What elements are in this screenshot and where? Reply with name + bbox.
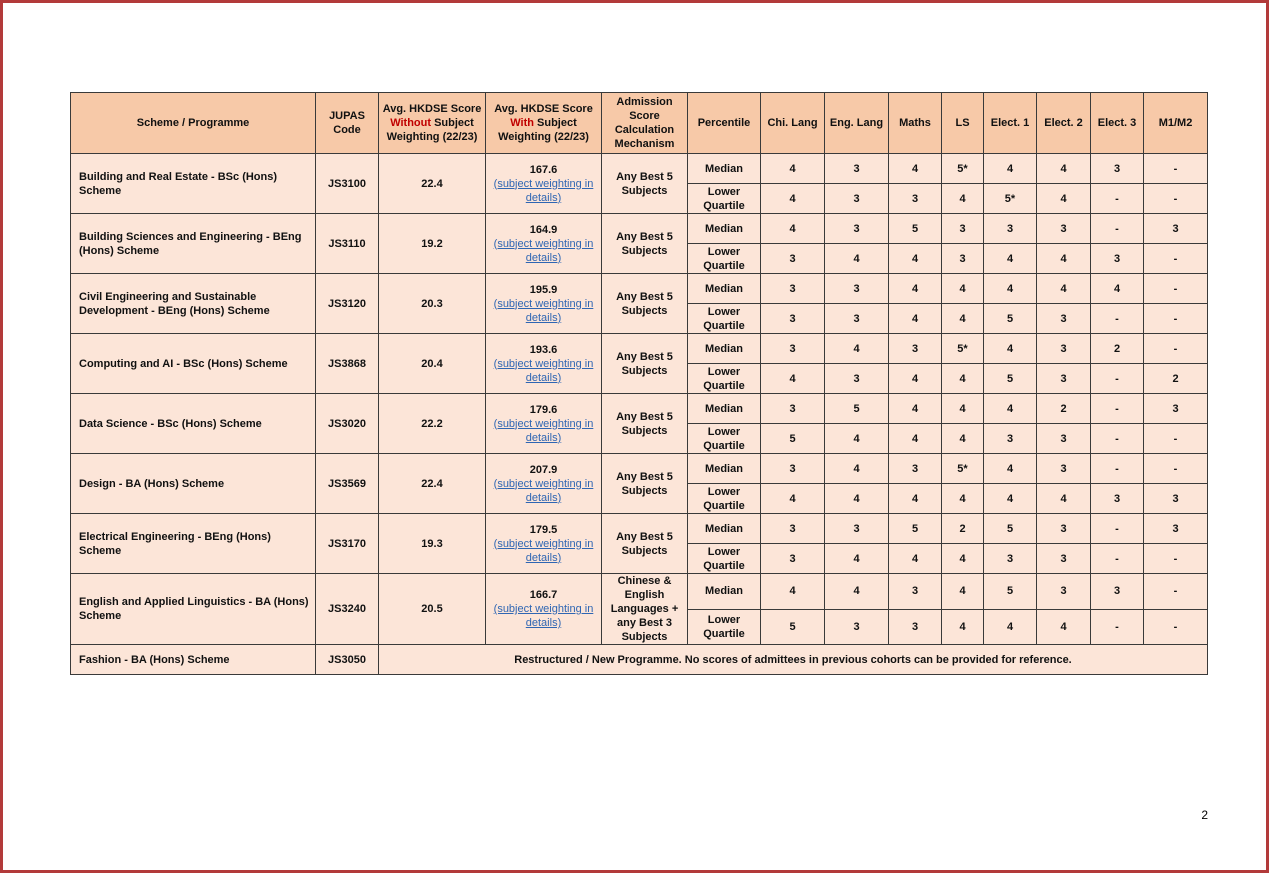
score-maths: 3 [889, 334, 942, 364]
score-m1-m2: - [1144, 244, 1208, 274]
score-m1-m2: 3 [1144, 514, 1208, 544]
score-chi-lang: 4 [761, 484, 825, 514]
score-elect-1: 5 [984, 514, 1037, 544]
score-eng-lang: 3 [825, 609, 889, 645]
avg-score-without: 22.4 [379, 454, 486, 514]
score-eng-lang: 3 [825, 514, 889, 544]
programme-row [71, 514, 1208, 544]
percentile-label: Median [688, 454, 761, 484]
score-chi-lang: 3 [761, 304, 825, 334]
score-chi-lang: 3 [761, 334, 825, 364]
avg-score-with: 193.6 [529, 343, 558, 356]
score-eng-lang: 4 [825, 544, 889, 574]
avg-score-with-cell [486, 154, 602, 214]
header-avg-with [486, 93, 602, 154]
avg-score-without: 22.2 [379, 394, 486, 454]
score-elect-3: 3 [1091, 154, 1144, 184]
score-maths: 4 [889, 364, 942, 394]
header-percentile: Percentile [688, 93, 761, 154]
score-elect-3: 3 [1091, 484, 1144, 514]
score-elect-3: - [1091, 394, 1144, 424]
score-eng-lang: 3 [825, 274, 889, 304]
jupas-code: JS3050 [316, 645, 379, 675]
score-ls: 5* [942, 154, 984, 184]
score-m1-m2: - [1144, 274, 1208, 304]
score-elect-3: - [1091, 424, 1144, 454]
avg-score-without: 19.3 [379, 514, 486, 574]
score-maths: 4 [889, 484, 942, 514]
score-elect-2: 4 [1037, 244, 1091, 274]
score-elect-1: 4 [984, 274, 1037, 304]
score-ls: 3 [942, 244, 984, 274]
score-ls: 4 [942, 274, 984, 304]
subject-weighting-link[interactable]: (subject weighting in details) [493, 237, 594, 264]
subject-weighting-link[interactable]: (subject weighting in details) [493, 357, 594, 384]
calculation-mechanism: Any Best 5 Subjects [602, 394, 688, 454]
percentile-label: Lower Quartile [688, 364, 761, 394]
header-jupas-code: JUPAS Code [316, 93, 379, 154]
score-elect-2: 3 [1037, 364, 1091, 394]
score-chi-lang: 5 [761, 424, 825, 454]
score-m1-m2: - [1144, 454, 1208, 484]
score-elect-1: 5* [984, 184, 1037, 214]
score-elect-3: 4 [1091, 274, 1144, 304]
score-m1-m2: - [1144, 544, 1208, 574]
score-m1-m2: - [1144, 609, 1208, 645]
score-chi-lang: 4 [761, 574, 825, 610]
score-elect-3: - [1091, 514, 1144, 544]
avg-score-with: 207.9 [529, 463, 558, 476]
programme-name: Design - BA (Hons) Scheme [71, 454, 316, 514]
percentile-label: Median [688, 214, 761, 244]
score-ls: 4 [942, 184, 984, 214]
score-chi-lang: 3 [761, 514, 825, 544]
admission-scores-table [70, 92, 1208, 675]
score-maths: 4 [889, 424, 942, 454]
percentile-label: Median [688, 274, 761, 304]
percentile-label: Median [688, 334, 761, 364]
header-avg-without [379, 93, 486, 154]
score-elect-3: - [1091, 609, 1144, 645]
avg-score-with-cell [486, 574, 602, 645]
score-eng-lang: 3 [825, 364, 889, 394]
score-m1-m2: - [1144, 574, 1208, 610]
score-elect-2: 4 [1037, 484, 1091, 514]
header-row [71, 93, 1208, 154]
subject-weighting-link[interactable]: (subject weighting in details) [493, 297, 594, 324]
page-number: 2 [1201, 808, 1208, 822]
avg-score-with: 179.6 [529, 403, 558, 416]
score-maths: 4 [889, 544, 942, 574]
header-with-highlight: With [510, 117, 534, 129]
score-maths: 5 [889, 514, 942, 544]
programme-row [71, 154, 1208, 184]
programme-row [71, 214, 1208, 244]
header-mechanism: Admission Score Calculation Mechanism [602, 93, 688, 154]
avg-score-with-cell [486, 394, 602, 454]
score-chi-lang: 4 [761, 154, 825, 184]
subject-weighting-link[interactable]: (subject weighting in details) [493, 603, 594, 629]
header-elect-2: Elect. 2 [1037, 93, 1091, 154]
score-eng-lang: 4 [825, 334, 889, 364]
jupas-code: JS3110 [316, 214, 379, 274]
programme-name: Civil Engineering and Sustainable Development - BEng (Hons) Scheme [71, 274, 316, 334]
percentile-label: Lower Quartile [688, 304, 761, 334]
header-chi-lang: Chi. Lang [761, 93, 825, 154]
avg-score-without: 20.3 [379, 274, 486, 334]
score-m1-m2: 3 [1144, 394, 1208, 424]
jupas-code: JS3569 [316, 454, 379, 514]
programme-name: Electrical Engineering - BEng (Hons) Scheme [71, 514, 316, 574]
header-maths: Maths [889, 93, 942, 154]
avg-score-with-cell [486, 514, 602, 574]
score-maths: 3 [889, 574, 942, 610]
score-elect-2: 3 [1037, 424, 1091, 454]
score-elect-3: - [1091, 544, 1144, 574]
score-elect-1: 4 [984, 484, 1037, 514]
avg-score-with: 166.7 [529, 589, 558, 601]
score-ls: 4 [942, 424, 984, 454]
jupas-code: JS3240 [316, 574, 379, 645]
new-programme-note: Restructured / New Programme. No scores of admittees in previous cohorts can be provided for reference. [379, 645, 1208, 675]
programme-row [71, 454, 1208, 484]
header-avg-with-pre: Avg. HKDSE Score [494, 103, 593, 115]
avg-score-without: 22.4 [379, 154, 486, 214]
programme-row [71, 394, 1208, 424]
avg-score-without: 19.2 [379, 214, 486, 274]
calculation-mechanism: Any Best 5 Subjects [602, 154, 688, 214]
score-elect-1: 5 [984, 304, 1037, 334]
header-avg-without-pre: Avg. HKDSE Score [382, 103, 482, 115]
avg-score-without: 20.4 [379, 334, 486, 394]
score-elect-1: 3 [984, 424, 1037, 454]
percentile-label: Lower Quartile [688, 544, 761, 574]
score-ls: 4 [942, 304, 984, 334]
percentile-label: Median [688, 154, 761, 184]
jupas-code: JS3020 [316, 394, 379, 454]
score-ls: 2 [942, 514, 984, 544]
score-eng-lang: 3 [825, 184, 889, 214]
score-elect-2: 2 [1037, 394, 1091, 424]
score-maths: 4 [889, 274, 942, 304]
avg-score-with: 164.9 [529, 223, 558, 236]
score-m1-m2: 3 [1144, 484, 1208, 514]
subject-weighting-link[interactable]: (subject weighting in details) [493, 477, 594, 504]
percentile-label: Median [688, 514, 761, 544]
programme-row [71, 334, 1208, 364]
score-m1-m2: - [1144, 334, 1208, 364]
score-eng-lang: 3 [825, 304, 889, 334]
header-avg-with-post: Subject Weighting (22/23) [498, 117, 589, 143]
score-m1-m2: - [1144, 424, 1208, 454]
score-elect-3: 3 [1091, 244, 1144, 274]
score-eng-lang: 4 [825, 484, 889, 514]
score-elect-3: 2 [1091, 334, 1144, 364]
header-without-highlight: Without [390, 117, 432, 129]
score-elect-3: - [1091, 454, 1144, 484]
score-elect-1: 4 [984, 154, 1037, 184]
score-elect-3: - [1091, 214, 1144, 244]
header-elect-3: Elect. 3 [1091, 93, 1144, 154]
calculation-mechanism: Any Best 5 Subjects [602, 334, 688, 394]
score-ls: 4 [942, 574, 984, 610]
percentile-label: Lower Quartile [688, 184, 761, 214]
percentile-label: Lower Quartile [688, 424, 761, 454]
programme-name: English and Applied Linguistics - BA (Hons) Scheme [71, 574, 316, 645]
score-eng-lang: 5 [825, 394, 889, 424]
score-maths: 4 [889, 394, 942, 424]
subject-weighting-link[interactable]: (subject weighting in details) [493, 417, 594, 444]
score-elect-1: 5 [984, 574, 1037, 610]
score-chi-lang: 3 [761, 544, 825, 574]
score-chi-lang: 3 [761, 454, 825, 484]
programme-name: Building and Real Estate - BSc (Hons) Scheme [71, 154, 316, 214]
score-elect-1: 4 [984, 244, 1037, 274]
score-m1-m2: 3 [1144, 214, 1208, 244]
avg-score-with: 167.6 [529, 163, 558, 176]
score-elect-3: - [1091, 184, 1144, 214]
score-ls: 4 [942, 484, 984, 514]
score-chi-lang: 3 [761, 274, 825, 304]
score-m1-m2: - [1144, 304, 1208, 334]
avg-score-with: 179.5 [529, 523, 558, 536]
score-elect-1: 5 [984, 364, 1037, 394]
score-elect-2: 4 [1037, 609, 1091, 645]
programme-name: Computing and AI - BSc (Hons) Scheme [71, 334, 316, 394]
score-elect-2: 3 [1037, 334, 1091, 364]
score-elect-2: 4 [1037, 184, 1091, 214]
score-eng-lang: 4 [825, 454, 889, 484]
avg-score-with-cell [486, 274, 602, 334]
programme-row [71, 274, 1208, 304]
calculation-mechanism: Any Best 5 Subjects [602, 214, 688, 274]
score-eng-lang: 4 [825, 424, 889, 454]
score-maths: 4 [889, 244, 942, 274]
score-elect-1: 4 [984, 394, 1037, 424]
subject-weighting-link[interactable]: (subject weighting in details) [493, 177, 594, 204]
score-eng-lang: 4 [825, 244, 889, 274]
avg-score-without: 20.5 [379, 574, 486, 645]
score-elect-1: 3 [984, 544, 1037, 574]
score-maths: 5 [889, 214, 942, 244]
score-ls: 4 [942, 609, 984, 645]
jupas-code: JS3170 [316, 514, 379, 574]
calculation-mechanism: Chinese & English Languages + any Best 3 Subjects [602, 574, 688, 645]
score-elect-3: - [1091, 364, 1144, 394]
score-eng-lang: 4 [825, 574, 889, 610]
calculation-mechanism: Any Best 5 Subjects [602, 274, 688, 334]
score-elect-1: 4 [984, 334, 1037, 364]
fashion-row [71, 645, 1208, 675]
score-maths: 4 [889, 154, 942, 184]
avg-score-with-cell [486, 454, 602, 514]
score-elect-1: 3 [984, 214, 1037, 244]
jupas-code: JS3100 [316, 154, 379, 214]
score-chi-lang: 3 [761, 244, 825, 274]
score-eng-lang: 3 [825, 214, 889, 244]
score-m1-m2: 2 [1144, 364, 1208, 394]
score-chi-lang: 5 [761, 609, 825, 645]
percentile-label: Lower Quartile [688, 609, 761, 645]
jupas-code: JS3120 [316, 274, 379, 334]
score-ls: 5* [942, 454, 984, 484]
programme-name: Data Science - BSc (Hons) Scheme [71, 394, 316, 454]
header-programme: Scheme / Programme [71, 93, 316, 154]
score-maths: 3 [889, 609, 942, 645]
header-eng-lang: Eng. Lang [825, 93, 889, 154]
score-elect-2: 3 [1037, 454, 1091, 484]
score-m1-m2: - [1144, 154, 1208, 184]
calculation-mechanism: Any Best 5 Subjects [602, 514, 688, 574]
score-chi-lang: 4 [761, 184, 825, 214]
score-maths: 3 [889, 184, 942, 214]
percentile-label: Median [688, 574, 761, 610]
header-elect-1: Elect. 1 [984, 93, 1037, 154]
programme-row [71, 574, 1208, 610]
avg-score-with-cell [486, 334, 602, 394]
avg-score-with-cell [486, 214, 602, 274]
score-m1-m2: - [1144, 184, 1208, 214]
avg-score-with: 195.9 [529, 283, 558, 296]
calculation-mechanism: Any Best 5 Subjects [602, 454, 688, 514]
percentile-label: Lower Quartile [688, 244, 761, 274]
score-elect-2: 3 [1037, 304, 1091, 334]
score-elect-2: 3 [1037, 544, 1091, 574]
jupas-code: JS3868 [316, 334, 379, 394]
percentile-label: Median [688, 394, 761, 424]
score-maths: 4 [889, 304, 942, 334]
score-ls: 5* [942, 334, 984, 364]
score-ls: 4 [942, 364, 984, 394]
header-m1-m2: M1/M2 [1144, 93, 1208, 154]
score-maths: 3 [889, 454, 942, 484]
score-elect-1: 4 [984, 609, 1037, 645]
header-ls: LS [942, 93, 984, 154]
score-elect-1: 4 [984, 454, 1037, 484]
score-chi-lang: 4 [761, 364, 825, 394]
score-ls: 4 [942, 394, 984, 424]
score-elect-2: 3 [1037, 214, 1091, 244]
score-elect-2: 4 [1037, 274, 1091, 304]
programme-name: Building Sciences and Engineering - BEng (Hons) Scheme [71, 214, 316, 274]
score-chi-lang: 3 [761, 394, 825, 424]
score-elect-2: 3 [1037, 574, 1091, 610]
score-chi-lang: 4 [761, 214, 825, 244]
header-avg-without-post: Subject Weighting (22/23) [386, 117, 478, 143]
subject-weighting-link[interactable]: (subject weighting in details) [493, 537, 594, 564]
score-elect-2: 3 [1037, 514, 1091, 544]
score-elect-3: - [1091, 304, 1144, 334]
table-body [71, 154, 1208, 675]
score-ls: 4 [942, 544, 984, 574]
score-elect-3: 3 [1091, 574, 1144, 610]
score-eng-lang: 3 [825, 154, 889, 184]
score-elect-2: 4 [1037, 154, 1091, 184]
percentile-label: Lower Quartile [688, 484, 761, 514]
score-ls: 3 [942, 214, 984, 244]
programme-name: Fashion - BA (Hons) Scheme [71, 645, 316, 675]
